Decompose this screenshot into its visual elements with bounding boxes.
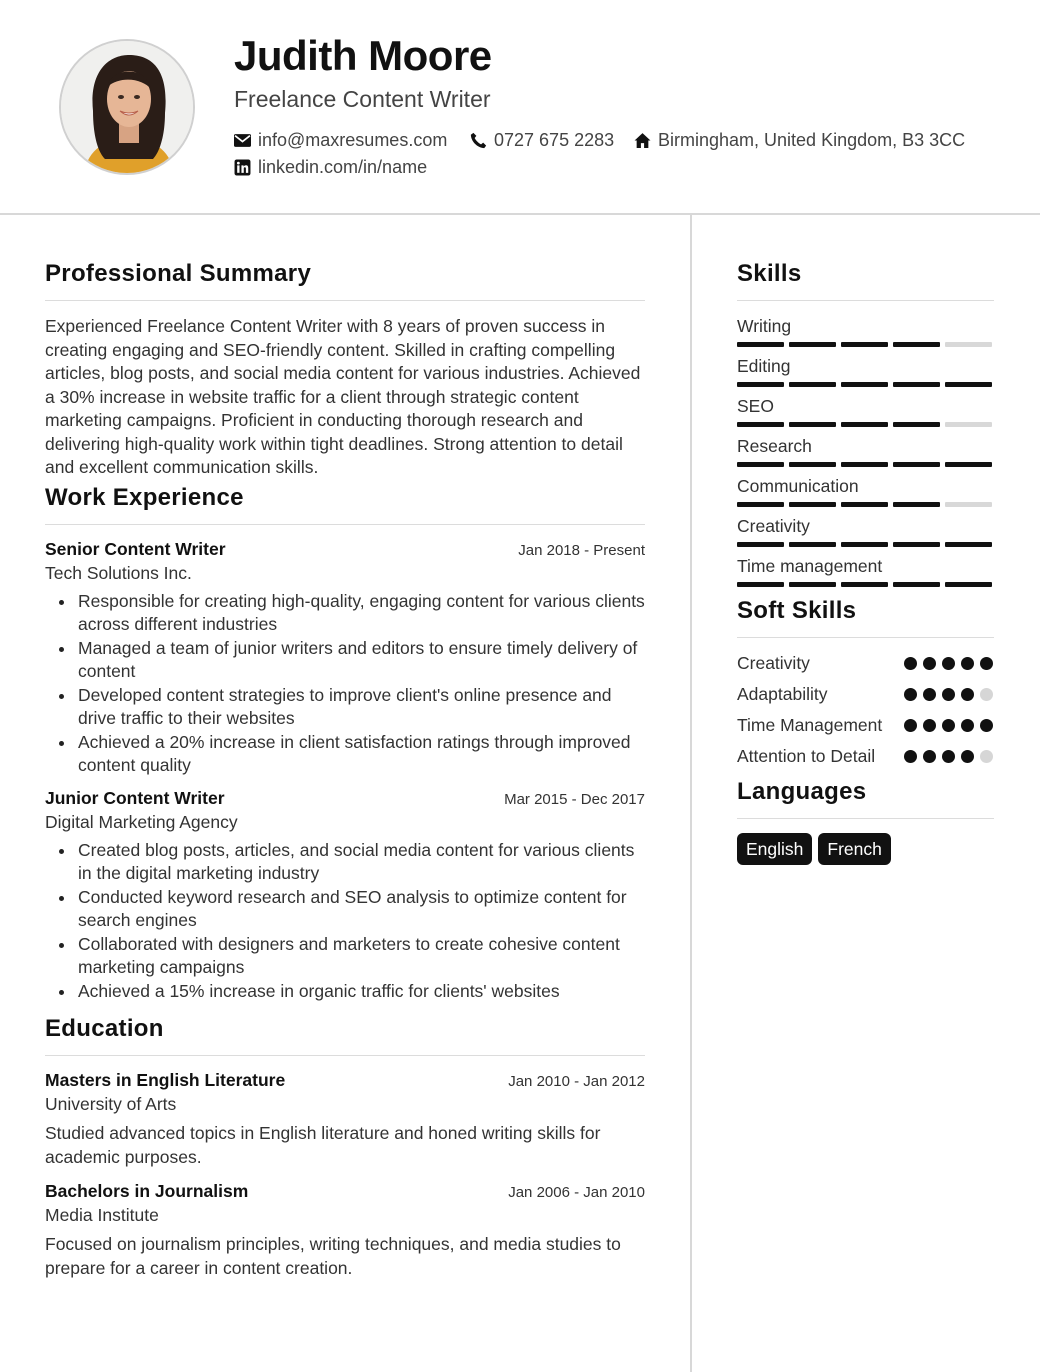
education-date: Jan 2006 - Jan 2010	[508, 1184, 645, 1201]
skill-segment-filled	[789, 422, 836, 427]
language-badge: English	[737, 833, 812, 865]
home-icon	[634, 132, 651, 149]
language-badge: French	[818, 833, 890, 865]
soft-skill-name: Creativity	[737, 653, 810, 673]
contact-phone[interactable]	[470, 130, 614, 151]
job-bullet: Managed a team of junior writers and editors to ensure timely delivery of content	[45, 637, 645, 684]
main-column	[45, 258, 645, 1292]
skill-level-bar	[737, 502, 994, 507]
rating-dot-empty	[980, 750, 993, 763]
soft-skills-heading: Soft Skills	[737, 595, 994, 638]
job-bullet: Responsible for creating high-quality, engaging content for various clients across different industries	[45, 590, 645, 637]
skill-segment-filled	[737, 502, 784, 507]
skill-level-bar	[737, 422, 994, 427]
rating-dot-filled	[904, 688, 917, 701]
experience-heading: Work Experience	[45, 482, 645, 525]
job-bullet: Developed content strategies to improve client's online presence and drive traffic to their websites	[45, 684, 645, 731]
skill-name: Editing	[737, 356, 791, 376]
soft-skill-item	[737, 745, 994, 768]
education-entry	[45, 1070, 645, 1169]
soft-skill-item	[737, 714, 994, 737]
skill-name: Time management	[737, 556, 883, 576]
rating-dot-filled	[980, 719, 993, 732]
skill-level-bar	[737, 462, 994, 467]
rating-dot-filled	[904, 657, 917, 670]
skill-segment-filled	[789, 382, 836, 387]
summary-text: Experienced Freelance Content Writer with 8 years of proven success in creating engaging and SEO-friendly content. Skilled in crafting compelling articles, blog posts, and social media content for various industries. Achieved a 30% increase in website traffic for a client through strategic content marketing campaigns. Proficient in conducting thorough research and delivering high-quality work within tight deadlines. Strong attention to detail and excellent communication skills.	[45, 316, 641, 477]
skill-level-bar	[737, 382, 994, 387]
skill-item	[737, 395, 994, 427]
skill-level-bar	[737, 542, 994, 547]
address-text: Birmingham, United Kingdom, B3 3CC	[658, 130, 966, 150]
rating-dot-filled	[942, 719, 955, 732]
rating-dot-filled	[980, 657, 993, 670]
skill-segment-filled	[841, 582, 888, 587]
skill-segment-filled	[893, 502, 940, 507]
summary-heading: Professional Summary	[45, 258, 645, 301]
skills-heading: Skills	[737, 258, 994, 301]
job-entry	[45, 788, 645, 1004]
phone-text: 0727 675 2283	[494, 130, 615, 150]
skill-name: Writing	[737, 316, 792, 336]
skill-level-bar	[737, 342, 994, 347]
job-entry	[45, 539, 645, 778]
skill-segment-filled	[945, 382, 992, 387]
rating-dot-empty	[980, 688, 993, 701]
rating-dot-filled	[923, 750, 936, 763]
soft-skill-name: Time Management	[737, 715, 883, 735]
soft-skills-list	[737, 652, 994, 768]
skill-segment-filled	[893, 422, 940, 427]
skill-item	[737, 555, 994, 587]
rating-dot-filled	[923, 657, 936, 670]
job-title: Junior Content Writer	[45, 787, 225, 808]
degree-title: Masters in English Literature	[45, 1070, 286, 1090]
job-date: Mar 2015 - Dec 2017	[504, 790, 645, 808]
skill-segment-filled	[841, 542, 888, 547]
rating-dot-filled	[961, 688, 974, 701]
job-date: Jan 2018 - Present	[518, 541, 645, 559]
skill-name: Research	[737, 436, 812, 456]
soft-skill-name: Adaptability	[737, 684, 828, 704]
rating-dot-filled	[923, 719, 936, 732]
skill-segment-filled	[841, 382, 888, 387]
contact-linkedin[interactable]	[234, 157, 427, 178]
contact-email[interactable]	[234, 130, 447, 151]
skill-item	[737, 315, 994, 347]
soft-skill-item	[737, 652, 994, 675]
skill-segment-filled	[893, 462, 940, 467]
degree-title: Bachelors in Journalism	[45, 1181, 249, 1201]
rating-dot-filled	[942, 750, 955, 763]
skill-segment-filled	[789, 462, 836, 467]
skill-segment-filled	[945, 582, 992, 587]
phone-icon	[470, 132, 487, 149]
languages-heading: Languages	[737, 776, 994, 819]
skill-name: Communication	[737, 476, 859, 496]
job-bullet: Conducted keyword research and SEO analysis to optimize content for search engines	[45, 886, 645, 933]
rating-dot-filled	[961, 657, 974, 670]
skill-level-bar	[737, 582, 994, 587]
job-bullets	[45, 839, 645, 1004]
job-company: Digital Marketing Agency	[45, 811, 238, 832]
skills-list	[737, 315, 994, 587]
skill-segment-filled	[945, 542, 992, 547]
rating-dot-filled	[904, 750, 917, 763]
skill-segment-filled	[841, 502, 888, 507]
skill-segment-filled	[893, 382, 940, 387]
education-date: Jan 2010 - Jan 2012	[508, 1073, 645, 1090]
skill-segment-filled	[789, 542, 836, 547]
job-company: Tech Solutions Inc.	[45, 562, 192, 583]
rating-dot-filled	[904, 719, 917, 732]
skill-segment-filled	[893, 342, 940, 347]
rating-dot-filled	[961, 719, 974, 732]
avatar	[59, 39, 195, 175]
job-bullet: Collaborated with designers and marketers to create cohesive content marketing campaigns	[45, 933, 645, 980]
skill-segment-filled	[841, 422, 888, 427]
skill-segment-filled	[789, 502, 836, 507]
education-entry	[45, 1181, 645, 1280]
skill-segment-filled	[789, 342, 836, 347]
school-name: University of Arts	[45, 1094, 177, 1114]
resume-header	[0, 0, 1040, 215]
skill-segment-filled	[893, 582, 940, 587]
soft-skill-rating	[904, 683, 994, 706]
skill-segment-filled	[737, 422, 784, 427]
candidate-title: Freelance Content Writer	[234, 86, 491, 112]
job-bullet: Achieved a 20% increase in client satisfaction ratings through improved content quality	[45, 731, 645, 778]
skill-segment-filled	[841, 462, 888, 467]
skill-segment-filled	[789, 582, 836, 587]
school-name: Media Institute	[45, 1205, 159, 1225]
soft-skill-rating	[904, 745, 994, 768]
skill-segment-filled	[737, 582, 784, 587]
email-text: info@maxresumes.com	[258, 130, 448, 150]
education-description: Focused on journalism principles, writing techniques, and media studies to prepare for a career in content creation.	[45, 1234, 621, 1278]
envelope-icon	[234, 132, 251, 149]
job-title: Senior Content Writer	[45, 538, 226, 559]
skill-item	[737, 355, 994, 387]
skill-item	[737, 515, 994, 547]
soft-skill-rating	[904, 652, 994, 675]
skill-segment-empty	[945, 502, 992, 507]
skill-segment-empty	[945, 342, 992, 347]
soft-skill-item	[737, 683, 994, 706]
languages-list	[737, 833, 994, 865]
job-bullets	[45, 590, 645, 778]
rating-dot-filled	[923, 688, 936, 701]
skill-name: SEO	[737, 396, 774, 416]
skill-segment-filled	[945, 462, 992, 467]
skill-segment-filled	[737, 382, 784, 387]
rating-dot-filled	[942, 688, 955, 701]
education-heading: Education	[45, 1013, 645, 1056]
rating-dot-filled	[942, 657, 955, 670]
linkedin-icon	[234, 159, 251, 176]
skill-segment-filled	[737, 462, 784, 467]
skill-item	[737, 475, 994, 507]
soft-skill-name: Attention to Detail	[737, 746, 876, 766]
skill-segment-filled	[737, 542, 784, 547]
skill-segment-empty	[945, 422, 992, 427]
skill-segment-filled	[841, 342, 888, 347]
rating-dot-filled	[961, 750, 974, 763]
column-divider	[690, 215, 692, 1372]
skill-segment-filled	[893, 542, 940, 547]
job-bullet: Created blog posts, articles, and social media content for various clients in the digital marketing industry	[45, 839, 645, 886]
education-description: Studied advanced topics in English literature and honed writing skills for academic purposes.	[45, 1123, 601, 1167]
linkedin-text: linkedin.com/in/name	[258, 157, 428, 177]
job-bullet: Achieved a 15% increase in organic traffic for clients' websites	[45, 980, 645, 1004]
skill-name: Creativity	[737, 516, 810, 536]
soft-skill-rating	[904, 714, 994, 737]
sidebar-column	[737, 258, 994, 865]
skill-segment-filled	[737, 342, 784, 347]
contact-address	[634, 130, 965, 151]
candidate-name: Judith Moore	[234, 32, 492, 79]
skill-item	[737, 435, 994, 467]
